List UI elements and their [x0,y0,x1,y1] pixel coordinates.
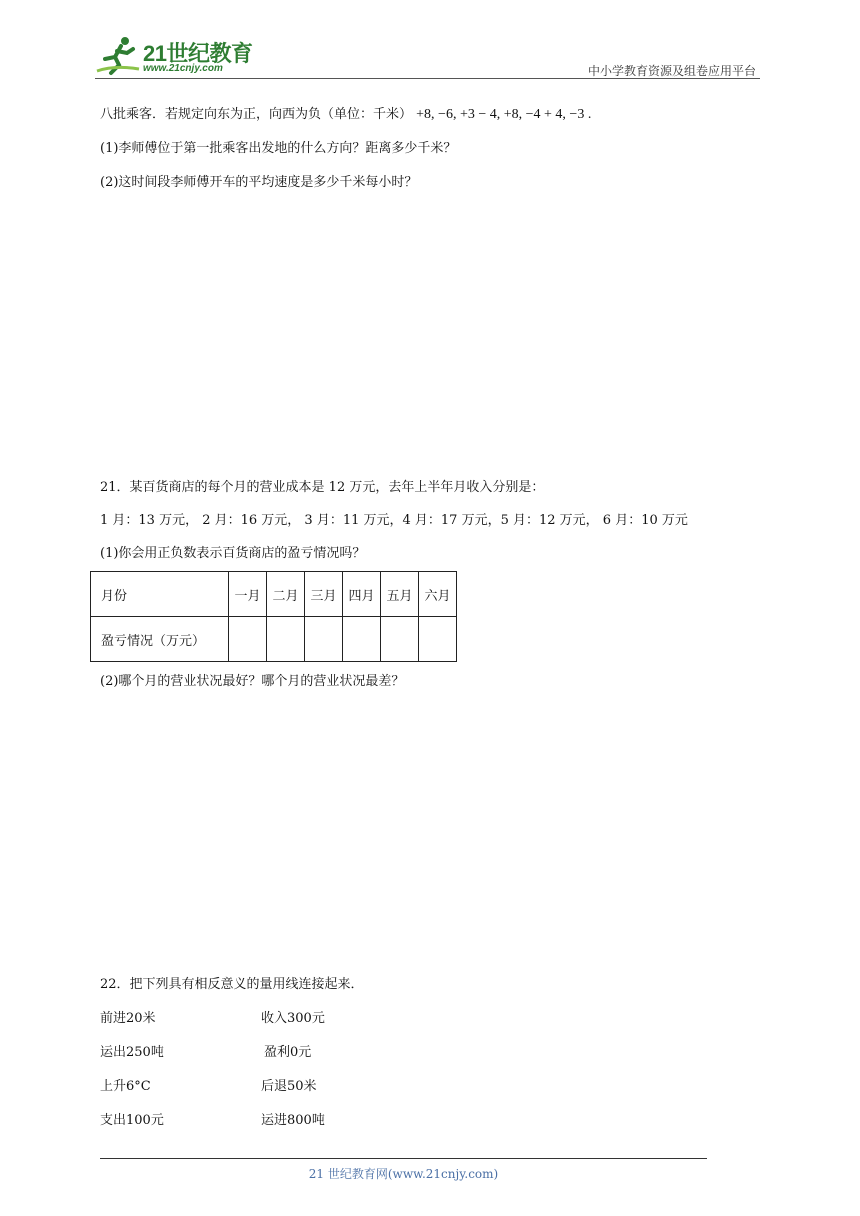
q22-stem: 22．把下列具有相反意义的量用线连接起来． [100,977,364,992]
q22-left-item: 支出100元 [100,1113,164,1128]
header-platform-name: 中小学教育资源及组卷应用平台 [587,64,756,78]
table-row [91,617,457,662]
table-answer-cell[interactable] [229,617,267,662]
q21-stem: 21．某百货商店的每个月的营业成本是 12 万元，去年上半年月收入分别是： [100,480,545,495]
table-answer-cell[interactable] [343,617,381,662]
q22-left-item: 上升6°C [100,1079,151,1094]
footer-link[interactable]: 21 世纪教育网(www.21cnjy.com) [308,1167,499,1181]
header-divider [95,78,760,79]
q22-right-item: 后退50米 [261,1079,317,1094]
table-header-month: 月份 [91,572,229,617]
table-month-cell: 三月 [305,572,343,617]
q22-left-item: 前进20米 [100,1011,156,1026]
q22-left-item: 运出250吨 [100,1045,164,1060]
table-answer-cell[interactable] [381,617,419,662]
site-logo [95,35,255,77]
table-month-cell: 五月 [381,572,419,617]
q20-line1-math: +8, −6, +3 − 4, +8, −4 + 4, −3 . [416,107,592,122]
table-answer-cell[interactable] [305,617,343,662]
logo-text: 21世纪教育 [143,41,253,66]
q22-right-item: 收入300元 [261,1011,325,1026]
table-month-cell: 一月 [229,572,267,617]
q20-sub2: (2)这时间段李师傅开车的平均速度是多少千米每小时？ [100,175,418,190]
table-month-cell: 四月 [343,572,381,617]
runner-icon [95,35,143,77]
table-month-cell: 六月 [419,572,457,617]
q22-right-item: 运进800吨 [261,1113,325,1128]
table-row [91,572,457,617]
table-answer-cell[interactable] [419,617,457,662]
profit-loss-table [90,571,457,662]
q20-line1 [100,106,591,124]
q21-sub2: (2)哪个月的营业状况最好？哪个月的营业状况最差？ [100,674,405,689]
q21-sub1: (1)你会用正负数表示百货商店的盈亏情况吗？ [100,546,366,561]
table-header-profit: 盈亏情况（万元） [91,617,229,662]
table-month-cell: 二月 [267,572,305,617]
q20-sub1: (1)李师傅位于第一批乘客出发地的什么方向？距离多少千米？ [100,141,457,156]
q21-incomes: 1 月：13 万元， 2 月：16 万元， 3 月：11 万元，4 月：17 万元，5 月：12 万元， 6 月：10 万元 [100,513,688,528]
q22-right-item: 盈利0元 [264,1045,312,1060]
table-answer-cell[interactable] [267,617,305,662]
logo-url: www.21cnjy.com [143,63,223,74]
q20-line1-text: 八批乘客．若规定向东为正，向西为负（单位：千米） [100,107,413,122]
footer-divider [100,1158,707,1159]
